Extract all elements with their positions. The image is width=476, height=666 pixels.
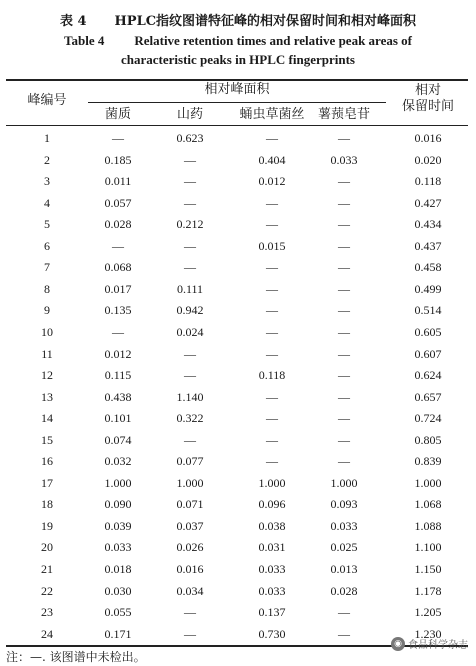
table-cell: 0.724 xyxy=(414,411,442,426)
table-cell: 0.068 xyxy=(104,260,132,275)
table-cell: 10 xyxy=(41,324,53,339)
table-cell: 0.090 xyxy=(104,497,132,512)
table-cell: — xyxy=(266,281,278,296)
table-cell: 21 xyxy=(41,562,53,576)
table-cell: 0.012 xyxy=(258,174,286,189)
table-cell: 0.024 xyxy=(176,324,204,339)
table-cell: — xyxy=(338,195,350,210)
table-cell: — xyxy=(266,303,278,318)
table-cell: — xyxy=(266,131,278,145)
table-cell: 1.000 xyxy=(414,475,442,490)
table-cell: 0.942 xyxy=(176,303,204,318)
table-cell: 0.730 xyxy=(258,626,286,641)
table-row xyxy=(0,559,476,581)
table-row xyxy=(0,516,476,538)
table-cell: 1.068 xyxy=(414,497,442,512)
table-cell: 0.111 xyxy=(176,281,204,296)
table-cell: 1.000 xyxy=(176,475,204,490)
header-col-mycelium-substrate: 菌质 xyxy=(104,107,131,122)
table-cell: 1.178 xyxy=(414,583,442,598)
table-number-en: Table 4 xyxy=(64,33,105,48)
table-cell: 24 xyxy=(41,626,53,641)
table-cell: 0.438 xyxy=(104,389,132,404)
table-cell: 0.015 xyxy=(258,238,286,253)
table-cell: — xyxy=(266,389,278,404)
table-cell: — xyxy=(112,131,124,145)
table-row xyxy=(0,150,476,172)
table-cell: 0.839 xyxy=(414,454,442,469)
table-cell: 1 xyxy=(44,131,50,145)
table-cell: 0.499 xyxy=(414,281,442,296)
table-cell: 6 xyxy=(44,238,50,253)
table-cell: — xyxy=(338,432,350,447)
table-cell: 0.028 xyxy=(330,583,358,598)
table-caption-zh xyxy=(0,10,476,29)
table-cell: 0.033 xyxy=(258,583,286,598)
table-cell: 0.624 xyxy=(414,368,442,383)
table-cell: 0.033 xyxy=(330,518,358,533)
table-cell: — xyxy=(184,152,196,167)
table-cell: — xyxy=(112,238,124,253)
table-cell: — xyxy=(338,346,350,361)
table-cell: — xyxy=(184,432,196,447)
table-cell: 1.140 xyxy=(176,389,204,404)
table-title-en-line1: Relative retention times and relative peak areas of xyxy=(134,33,412,48)
table-row xyxy=(0,581,476,603)
table-cell: — xyxy=(184,260,196,275)
table-row xyxy=(0,344,476,366)
table-cell: 0.034 xyxy=(176,583,204,598)
table-cell: — xyxy=(338,411,350,426)
table-cell: 4 xyxy=(44,195,50,210)
table-cell: 5 xyxy=(44,217,50,232)
header-col-dioscin: 薯蓣皂苷 xyxy=(317,107,370,122)
table-cell: 0.011 xyxy=(104,174,132,189)
table-cell: 1.000 xyxy=(104,475,132,490)
table-cell: — xyxy=(338,389,350,404)
table-cell: — xyxy=(338,368,350,383)
table-cell: 0.025 xyxy=(330,540,358,555)
table-cell: — xyxy=(184,626,196,641)
table-row xyxy=(0,236,476,258)
table-cell: 8 xyxy=(44,281,50,296)
table-cell: 12 xyxy=(41,368,53,383)
watermark-text: 食品科学杂志 xyxy=(408,640,468,651)
table-cell: 0.038 xyxy=(258,518,286,533)
table-cell: 11 xyxy=(41,346,53,361)
table-cell: — xyxy=(184,174,196,189)
table-cell: 0.437 xyxy=(414,238,442,253)
table-cell: 23 xyxy=(41,605,53,620)
table-cell: 0.013 xyxy=(330,562,358,576)
table-cell: 0.805 xyxy=(414,432,442,447)
table-row xyxy=(0,387,476,409)
table-cell: — xyxy=(266,346,278,361)
header-peak-number: 峰编号 xyxy=(27,93,67,108)
table-cell: 0.071 xyxy=(176,497,204,512)
table-cell: 0.427 xyxy=(414,195,442,210)
table-cell: — xyxy=(338,131,350,145)
header-rule xyxy=(6,125,468,126)
table-cell: — xyxy=(338,217,350,232)
table-row xyxy=(0,537,476,559)
table-cell: 0.074 xyxy=(104,432,132,447)
table-row xyxy=(0,473,476,495)
table-cell: — xyxy=(338,454,350,469)
table-cell: 0.037 xyxy=(176,518,204,533)
table-cell: 0.033 xyxy=(104,540,132,555)
table-cell: — xyxy=(338,303,350,318)
table-cell: 0.016 xyxy=(414,131,442,145)
table-cell: — xyxy=(184,346,196,361)
table-cell: 1.150 xyxy=(414,562,442,576)
table-cell: 0.623 xyxy=(176,131,204,145)
table-cell: — xyxy=(338,238,350,253)
table-cell: 15 xyxy=(41,432,53,447)
table-cell: 0.135 xyxy=(104,303,132,318)
table-cell: 3 xyxy=(44,174,50,189)
table-cell: 0.012 xyxy=(104,346,132,361)
table-row xyxy=(0,602,476,624)
table-number-zh: 表 4 xyxy=(59,14,87,29)
table-cell: 0.657 xyxy=(414,389,442,404)
header-col-cordyceps-mycelium: 蛹虫草菌丝 xyxy=(239,107,305,122)
table-cell: 0.514 xyxy=(414,303,442,318)
table-cell: 0.028 xyxy=(104,217,132,232)
header-col-yam: 山药 xyxy=(176,107,203,122)
table-cell: 16 xyxy=(41,454,53,469)
header-rrt-line1: 相对 xyxy=(414,83,441,98)
table-cell: 19 xyxy=(41,518,53,533)
table-cell: 0.017 xyxy=(104,281,132,296)
table-cell: 7 xyxy=(44,260,50,275)
table-cell: 0.212 xyxy=(176,217,204,232)
table-row xyxy=(0,365,476,387)
table-cell: 1.000 xyxy=(330,475,358,490)
table-row xyxy=(0,451,476,473)
table-cell: 0.118 xyxy=(258,368,286,383)
table-cell: — xyxy=(184,238,196,253)
table-cell: 9 xyxy=(44,303,50,318)
table-cell: 0.020 xyxy=(414,152,442,167)
table-cell: — xyxy=(338,174,350,189)
table-cell: 1.000 xyxy=(258,475,286,490)
table-cell: 2 xyxy=(44,152,50,167)
table-cell: — xyxy=(266,195,278,210)
table-cell: 0.137 xyxy=(258,605,286,620)
table-cell: — xyxy=(338,626,350,641)
table-cell: — xyxy=(266,432,278,447)
table-caption-en xyxy=(0,33,476,49)
table-cell: 0.115 xyxy=(104,368,132,383)
table-cell: 0.185 xyxy=(104,152,132,167)
table-cell: 0.458 xyxy=(414,260,442,275)
table-cell: 20 xyxy=(41,540,53,555)
table-row xyxy=(0,322,476,344)
table-cell: — xyxy=(338,281,350,296)
table-cell: 0.607 xyxy=(414,346,442,361)
watermark xyxy=(391,636,468,651)
table-cell: 0.016 xyxy=(176,562,204,576)
table-cell: 0.171 xyxy=(104,626,132,641)
table-cell: 0.093 xyxy=(330,497,358,512)
table-cell: — xyxy=(184,605,196,620)
table-cell: — xyxy=(338,605,350,620)
table-row xyxy=(0,257,476,279)
table-row xyxy=(0,408,476,430)
table-cell: — xyxy=(338,324,350,339)
table-cell: 0.404 xyxy=(258,152,286,167)
table-cell: 1.100 xyxy=(414,540,442,555)
table-cell: 0.101 xyxy=(104,411,132,426)
table-cell: — xyxy=(266,260,278,275)
table-cell: 13 xyxy=(41,389,53,404)
table-cell: — xyxy=(266,454,278,469)
table-row xyxy=(0,300,476,322)
table-cell: — xyxy=(266,324,278,339)
table-note: 注：—. 该图谱中未检出。 xyxy=(6,650,146,664)
table-cell: 0.031 xyxy=(258,540,286,555)
top-rule xyxy=(6,79,468,81)
table-cell: 14 xyxy=(41,411,53,426)
table-cell: 0.030 xyxy=(104,583,132,598)
header-rrt-line2: 保留时间 xyxy=(401,99,454,114)
table-cell: — xyxy=(112,324,124,339)
table-cell: 0.032 xyxy=(104,454,132,469)
table-row xyxy=(0,430,476,452)
table-cell: 0.322 xyxy=(176,411,204,426)
table-cell: — xyxy=(266,217,278,232)
table-cell: 0.096 xyxy=(258,497,286,512)
table-cell: 18 xyxy=(41,497,53,512)
table-cell: — xyxy=(184,195,196,210)
table-cell: 0.055 xyxy=(104,605,132,620)
table-cell: 0.118 xyxy=(414,174,442,189)
table-cell: 0.605 xyxy=(414,324,442,339)
table-cell: 0.057 xyxy=(104,195,132,210)
table-cell: — xyxy=(338,260,350,275)
table-row xyxy=(0,494,476,516)
table-row xyxy=(0,279,476,301)
table-row xyxy=(0,171,476,193)
table-cell: 0.077 xyxy=(176,454,204,469)
table-cell: 0.018 xyxy=(104,562,132,576)
table-row xyxy=(0,193,476,215)
table-cell: 0.033 xyxy=(258,562,286,576)
wechat-icon: ◉ xyxy=(391,637,405,651)
table-cell: 22 xyxy=(41,583,53,598)
table-row xyxy=(0,214,476,236)
table-row xyxy=(0,128,476,150)
table-cell: 0.434 xyxy=(414,217,442,232)
table-title-en-line2: characteristic peaks in HPLC fingerprints xyxy=(121,52,355,67)
table-cell: — xyxy=(266,411,278,426)
table-cell: — xyxy=(184,368,196,383)
table-title-zh: HPLC指纹图谱特征峰的相对保留时间和相对峰面积 xyxy=(114,14,417,29)
table-cell: 0.026 xyxy=(176,540,204,555)
table-cell: 0.033 xyxy=(330,152,358,167)
header-relative-retention-time xyxy=(388,83,468,115)
group-rule xyxy=(88,102,386,103)
header-relative-peak-area: 相对峰面积 xyxy=(204,82,270,97)
table-cell: 0.039 xyxy=(104,518,132,533)
table-cell: 1.088 xyxy=(414,518,442,533)
table-cell: 1.230 xyxy=(414,626,442,641)
table-cell: 1.205 xyxy=(414,605,442,620)
table-cell: 17 xyxy=(41,475,53,490)
